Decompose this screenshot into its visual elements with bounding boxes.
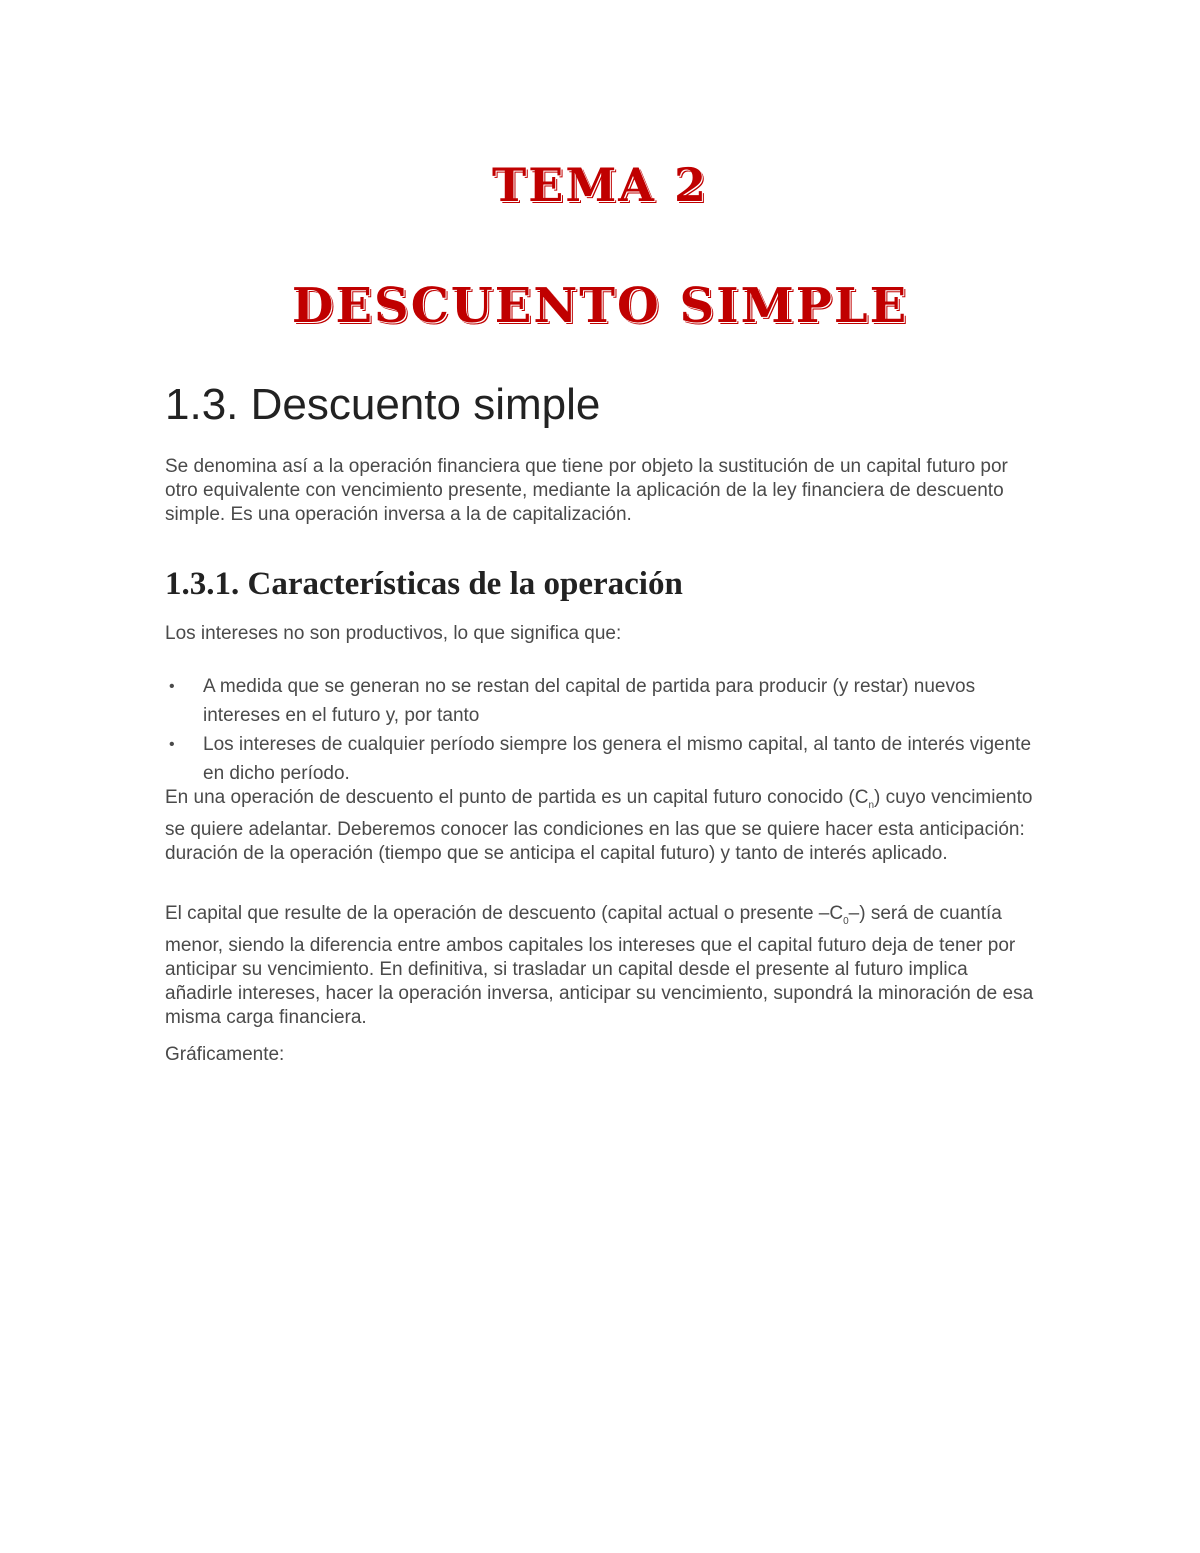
document-subtitle: DESCUENTO SIMPLE <box>291 278 909 334</box>
bullet-icon: • <box>169 736 175 753</box>
list-item-text: A medida que se generan no se restan del capital de partida para producir (y restar) nuevos intereses en el futuro y, por tanto <box>203 676 976 726</box>
list-item <box>165 730 1045 788</box>
subscript-n: n <box>868 799 875 811</box>
document-title: TEMA 2 <box>492 158 708 212</box>
paragraph-text: ) cuyo vencimiento se quiere adelantar. Deberemos conocer las condiciones en las que se quiere hacer esta anticipación: duración de la operación (tiempo que se anticipa el capital futuro) y tanto de interés aplicado. <box>165 787 1033 864</box>
list-item-text: Los intereses de cualquier período siempre los genera el mismo capital, al tanto de interés vigente en dicho período. <box>203 734 1032 784</box>
subscript-0: 0 <box>843 915 849 927</box>
list-item <box>165 672 1045 730</box>
characteristics-list <box>165 672 1045 788</box>
section-heading: 1.3. Descuento simple <box>165 380 601 429</box>
graph-label: Gráficamente: <box>165 1044 285 1065</box>
present-capital-paragraph <box>165 902 1035 1030</box>
lead-paragraph: Los intereses no son productivos, lo que significa que: <box>165 623 622 644</box>
paragraph-text: El capital que resulte de la operación de descuento (capital actual o presente –C <box>165 903 844 924</box>
bullet-icon: • <box>169 678 175 695</box>
subsection-heading: 1.3.1. Características de la operación <box>165 566 683 602</box>
paragraph-text: –) será de cuantía menor, siendo la diferencia entre ambos capitales los intereses que el capital futuro deja de tener por anticipar su vencimiento. En definitiva, si trasladar un capital desde el presente al futuro implica añadirle intereses, hacer la operación inversa, anticipar su vencimiento, supondrá la minoración de esa misma carga financiera. <box>165 903 1034 1028</box>
paragraph-text: En una operación de descuento el punto de partida es un capital futuro conocido (C <box>165 787 869 808</box>
discount-start-paragraph <box>165 786 1035 866</box>
intro-paragraph: Se denomina así a la operación financiera que tiene por objeto la sustitución de un capital futuro por otro equivalente con vencimiento presente, mediante la aplicación de la ley financiera de descuento simple. Es una operación inversa a la de capitalización. <box>165 456 1008 525</box>
